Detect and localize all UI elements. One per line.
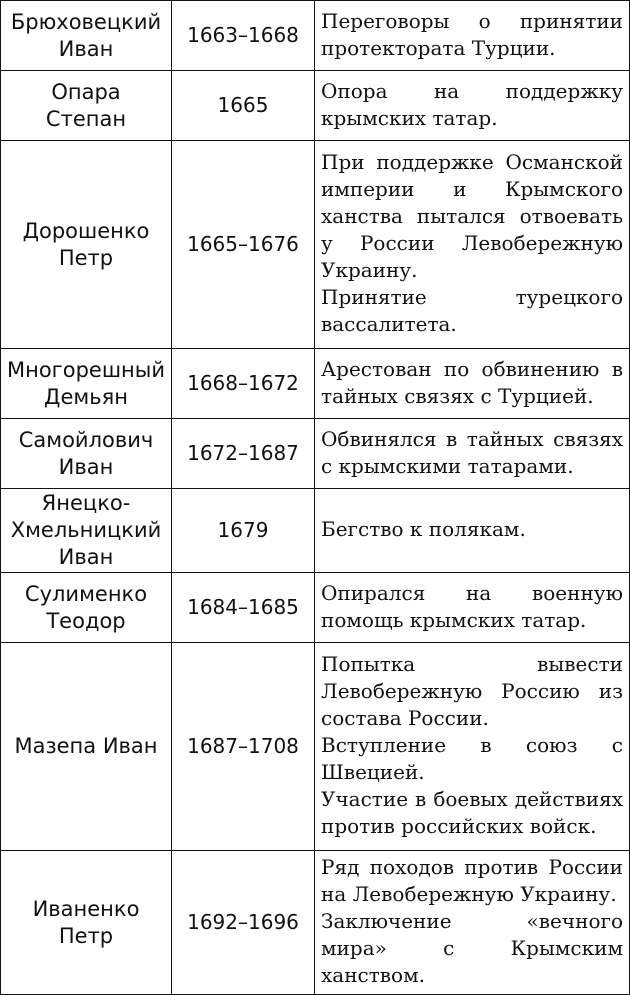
description-paragraph: Опирался на военную помощь крымских татар. bbox=[321, 580, 623, 632]
years-cell: 1668–1672 bbox=[172, 349, 315, 419]
name-line: Самойлович bbox=[18, 427, 154, 452]
name-line: Янецко- bbox=[41, 491, 131, 515]
description-paragraph: Бегство к полякам. bbox=[321, 517, 526, 541]
description-cell bbox=[315, 851, 630, 995]
table-row bbox=[1, 349, 630, 419]
name-cell bbox=[1, 573, 172, 643]
name-line: Опара bbox=[51, 79, 121, 104]
name-cell bbox=[1, 1, 172, 71]
name-line: Многорешный bbox=[6, 357, 165, 382]
name-line: Петр bbox=[58, 245, 114, 270]
description-cell bbox=[315, 419, 630, 489]
years-cell: 1665 bbox=[172, 71, 315, 141]
name-cell bbox=[1, 643, 172, 851]
table-row bbox=[1, 851, 630, 995]
table-row bbox=[1, 489, 630, 573]
name-cell bbox=[1, 419, 172, 489]
name-line: Мазепа Иван bbox=[14, 734, 158, 758]
table-row bbox=[1, 573, 630, 643]
years-cell: 1679 bbox=[172, 489, 315, 573]
description-paragraph: Арестован по обвинению в тайных связях с Турцией. bbox=[321, 356, 623, 408]
years-cell: 1663–1668 bbox=[172, 1, 315, 71]
table-row bbox=[1, 643, 630, 851]
description-cell bbox=[315, 573, 630, 643]
name-cell bbox=[1, 851, 172, 995]
name-line: Сулименко bbox=[24, 581, 148, 606]
table-row bbox=[1, 71, 630, 141]
description-cell bbox=[315, 71, 630, 141]
years-cell: 1665–1676 bbox=[172, 141, 315, 349]
description-paragraph: Участие в боевых действиях против российских войск. bbox=[321, 787, 623, 838]
description-cell bbox=[315, 643, 630, 851]
description-paragraph: Попытка вывести Левобережную Россию из состава России. bbox=[321, 652, 623, 730]
name-line: Дорошенко bbox=[22, 218, 150, 243]
name-line: Иван bbox=[58, 545, 114, 569]
years-cell: 1692–1696 bbox=[172, 851, 315, 995]
name-line: Брюховецкий bbox=[10, 9, 162, 34]
name-line: Хмельницкий bbox=[10, 518, 162, 542]
name-line: Иван bbox=[58, 36, 114, 61]
years-cell: 1687–1708 bbox=[172, 643, 315, 851]
name-cell bbox=[1, 141, 172, 349]
name-line: Степан bbox=[45, 106, 127, 131]
description-paragraph: Опора на поддержку крымских татар. bbox=[321, 78, 623, 130]
description-cell bbox=[315, 489, 630, 573]
description-paragraph: Заключение «вечного мира» с Крымским ханством. bbox=[321, 909, 623, 987]
description-cell bbox=[315, 141, 630, 349]
description-paragraph: Обвинялся в тайных связях с крымскими татарами. bbox=[321, 426, 623, 478]
years-cell: 1684–1685 bbox=[172, 573, 315, 643]
description-cell bbox=[315, 349, 630, 419]
table-row bbox=[1, 141, 630, 349]
name-cell bbox=[1, 71, 172, 141]
name-line: Петр bbox=[58, 923, 114, 948]
description-paragraph: При поддержке Османской империи и Крымского ханства пытался отвоевать у России Левобережную Украину. bbox=[321, 150, 623, 282]
description-paragraph: Переговоры о принятии протектората Турции. bbox=[321, 8, 623, 60]
description-paragraph: Ряд походов против России на Левобережную Украину. bbox=[321, 855, 623, 906]
table-body bbox=[1, 1, 630, 995]
description-cell bbox=[315, 1, 630, 71]
name-line: Теодор bbox=[46, 608, 126, 633]
name-line: Иван bbox=[58, 454, 114, 479]
description-paragraph: Принятие турецкого вассалитета. bbox=[321, 285, 623, 336]
table-row bbox=[1, 419, 630, 489]
name-line: Демьян bbox=[44, 384, 128, 409]
description-paragraph: Вступление в союз с Швецией. bbox=[321, 733, 623, 784]
name-cell bbox=[1, 489, 172, 573]
table-row bbox=[1, 1, 630, 71]
years-cell: 1672–1687 bbox=[172, 419, 315, 489]
name-cell bbox=[1, 349, 172, 419]
name-line: Иваненко bbox=[32, 896, 140, 921]
